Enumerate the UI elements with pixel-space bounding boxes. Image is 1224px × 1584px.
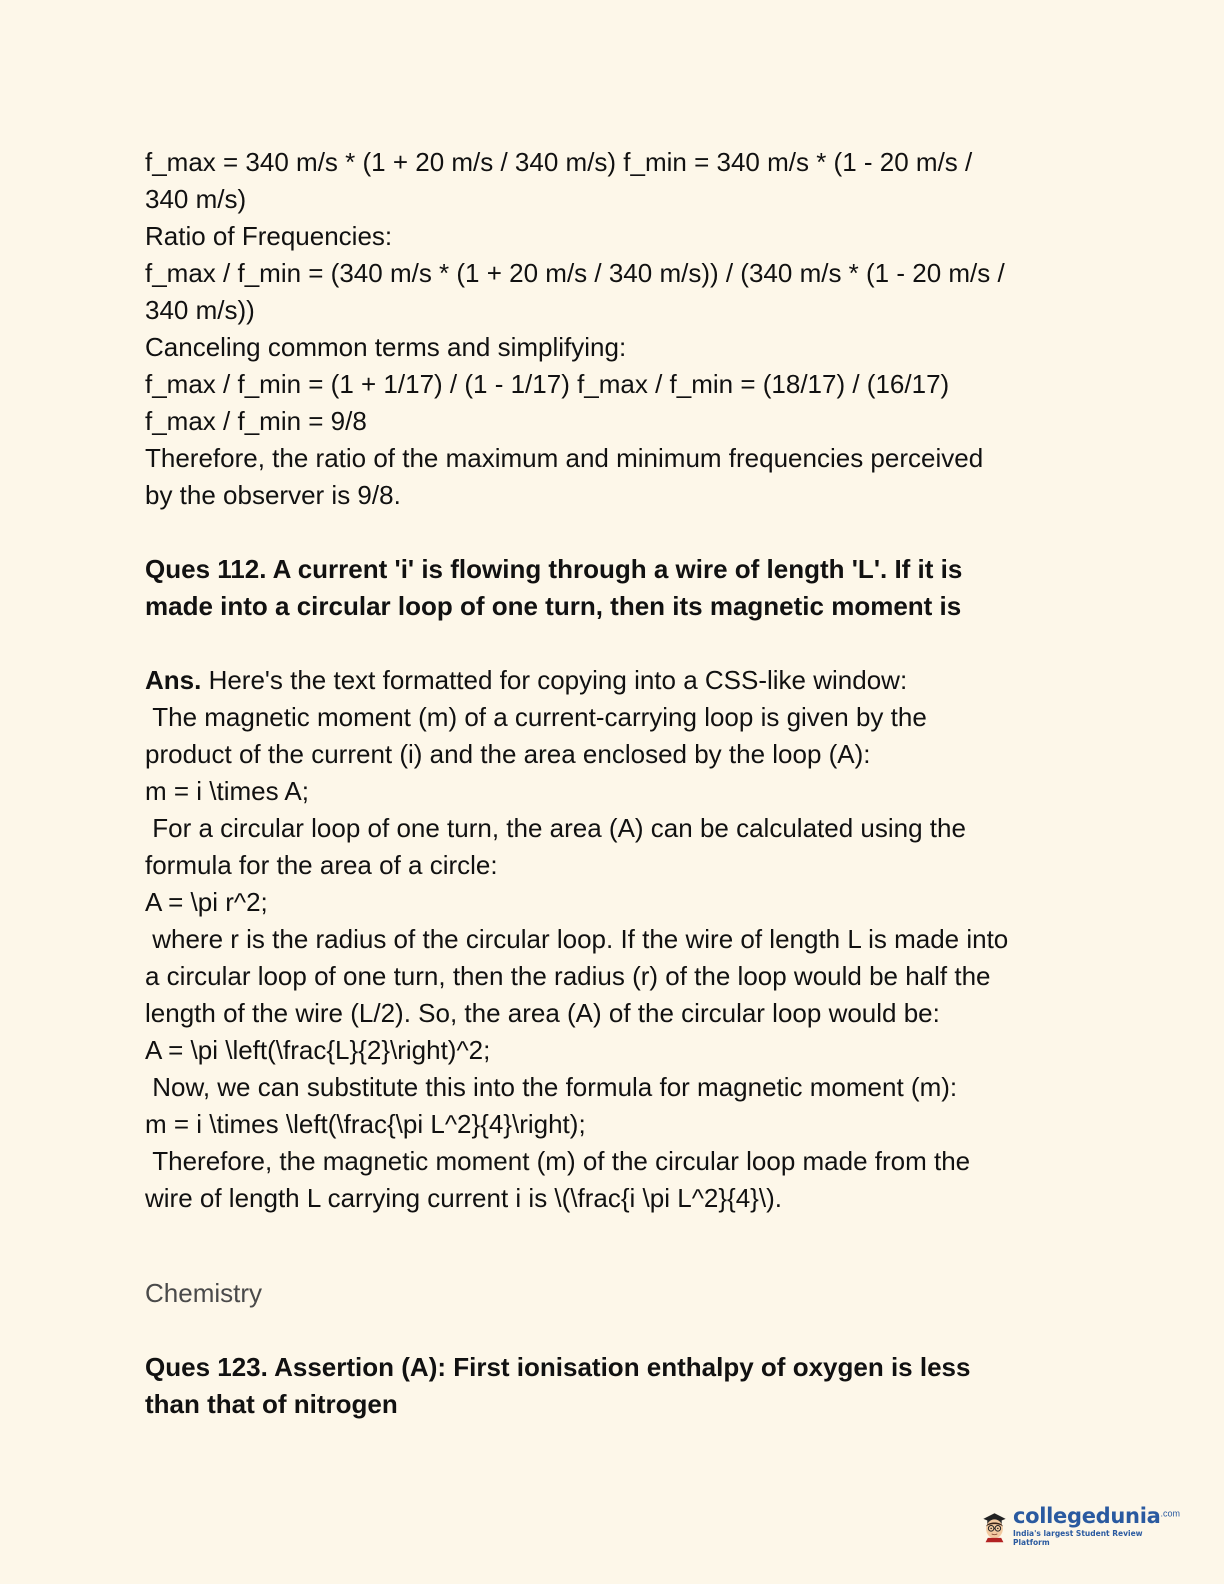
text-line: Canceling common terms and simplifying: (145, 332, 627, 362)
question-112 (145, 551, 1085, 625)
text-line: Ratio of Frequencies: (145, 221, 393, 251)
text-line: product of the current (i) and the area enclosed by the loop (A): (145, 739, 871, 769)
page-content (145, 144, 1085, 1423)
logo-brand: collegedunia (1012, 1503, 1161, 1528)
logo-brand-suffix: .com (1160, 1508, 1180, 1519)
text-line: 340 m/s)) (145, 295, 255, 325)
text-line: f_max / f_min = 9/8 (145, 406, 367, 436)
text-line: 340 m/s) (145, 184, 247, 214)
text-line: f_max / f_min = (1 + 1/17) / (1 - 1/17) f_max / f_min = (18/17) / (16/17) (145, 369, 950, 399)
text-line: length of the wire (L/2). So, the area (A) of the circular loop would be: (145, 998, 940, 1028)
text-line: by the observer is 9/8. (145, 480, 401, 510)
question-text: made into a circular loop of one turn, then its magnetic moment is (145, 591, 962, 621)
text-line: f_max = 340 m/s * (1 + 20 m/s / 340 m/s) f_min = 340 m/s * (1 - 20 m/s / (145, 147, 973, 177)
question-123 (145, 1349, 1085, 1423)
collegedunia-logo (980, 1490, 1180, 1560)
logo-tagline: India's largest Student Review Platform (1012, 1528, 1143, 1547)
physics-solution-continued (145, 144, 1085, 514)
text-line: m = i \times A; (145, 776, 309, 806)
text-line: A = \pi r^2; (145, 887, 268, 917)
text-line: m = i \times \left(\frac{\pi L^2}{4}\right); (145, 1109, 586, 1139)
text-line: A = \pi \left(\frac{L}{2}\right)^2; (145, 1035, 491, 1065)
text-line: Therefore, the ratio of the maximum and minimum frequencies perceived (145, 443, 984, 473)
text-line: where r is the radius of the circular loop. If the wire of length L is made into (145, 924, 1009, 954)
logo-text (1013, 1504, 1180, 1547)
answer-intro (145, 662, 1085, 699)
text-line: Therefore, the magnetic moment (m) of the circular loop made from the (145, 1146, 971, 1176)
question-text: Ques 112. A current 'i' is flowing through a wire of length 'L'. If it is (145, 554, 963, 584)
mascot-icon (980, 1494, 1009, 1556)
text-line: formula for the area of a circle: (145, 850, 498, 880)
text-line: f_max / f_min = (340 m/s * (1 + 20 m/s / 340 m/s)) / (340 m/s * (1 - 20 m/s / (145, 258, 1005, 288)
text-line: a circular loop of one turn, then the radius (r) of the loop would be half the (145, 961, 991, 991)
answer-intro-text: Here's the text formatted for copying into a CSS-like window: (201, 665, 908, 695)
text-line: The magnetic moment (m) of a current-carrying loop is given by the (145, 702, 927, 732)
answer-label: Ans. (145, 665, 202, 695)
question-text: Ques 123. Assertion (A): First ionisation enthalpy of oxygen is less (145, 1352, 971, 1382)
answer-112 (145, 662, 1085, 1217)
text-line: For a circular loop of one turn, the area (A) can be calculated using the (145, 813, 966, 843)
section-heading: Chemistry (145, 1278, 263, 1308)
text-line: wire of length L carrying current i is \(\frac{i \pi L^2}{4}\). (145, 1183, 782, 1213)
question-text: than that of nitrogen (145, 1389, 398, 1419)
text-line: Now, we can substitute this into the formula for magnetic moment (m): (145, 1072, 958, 1102)
